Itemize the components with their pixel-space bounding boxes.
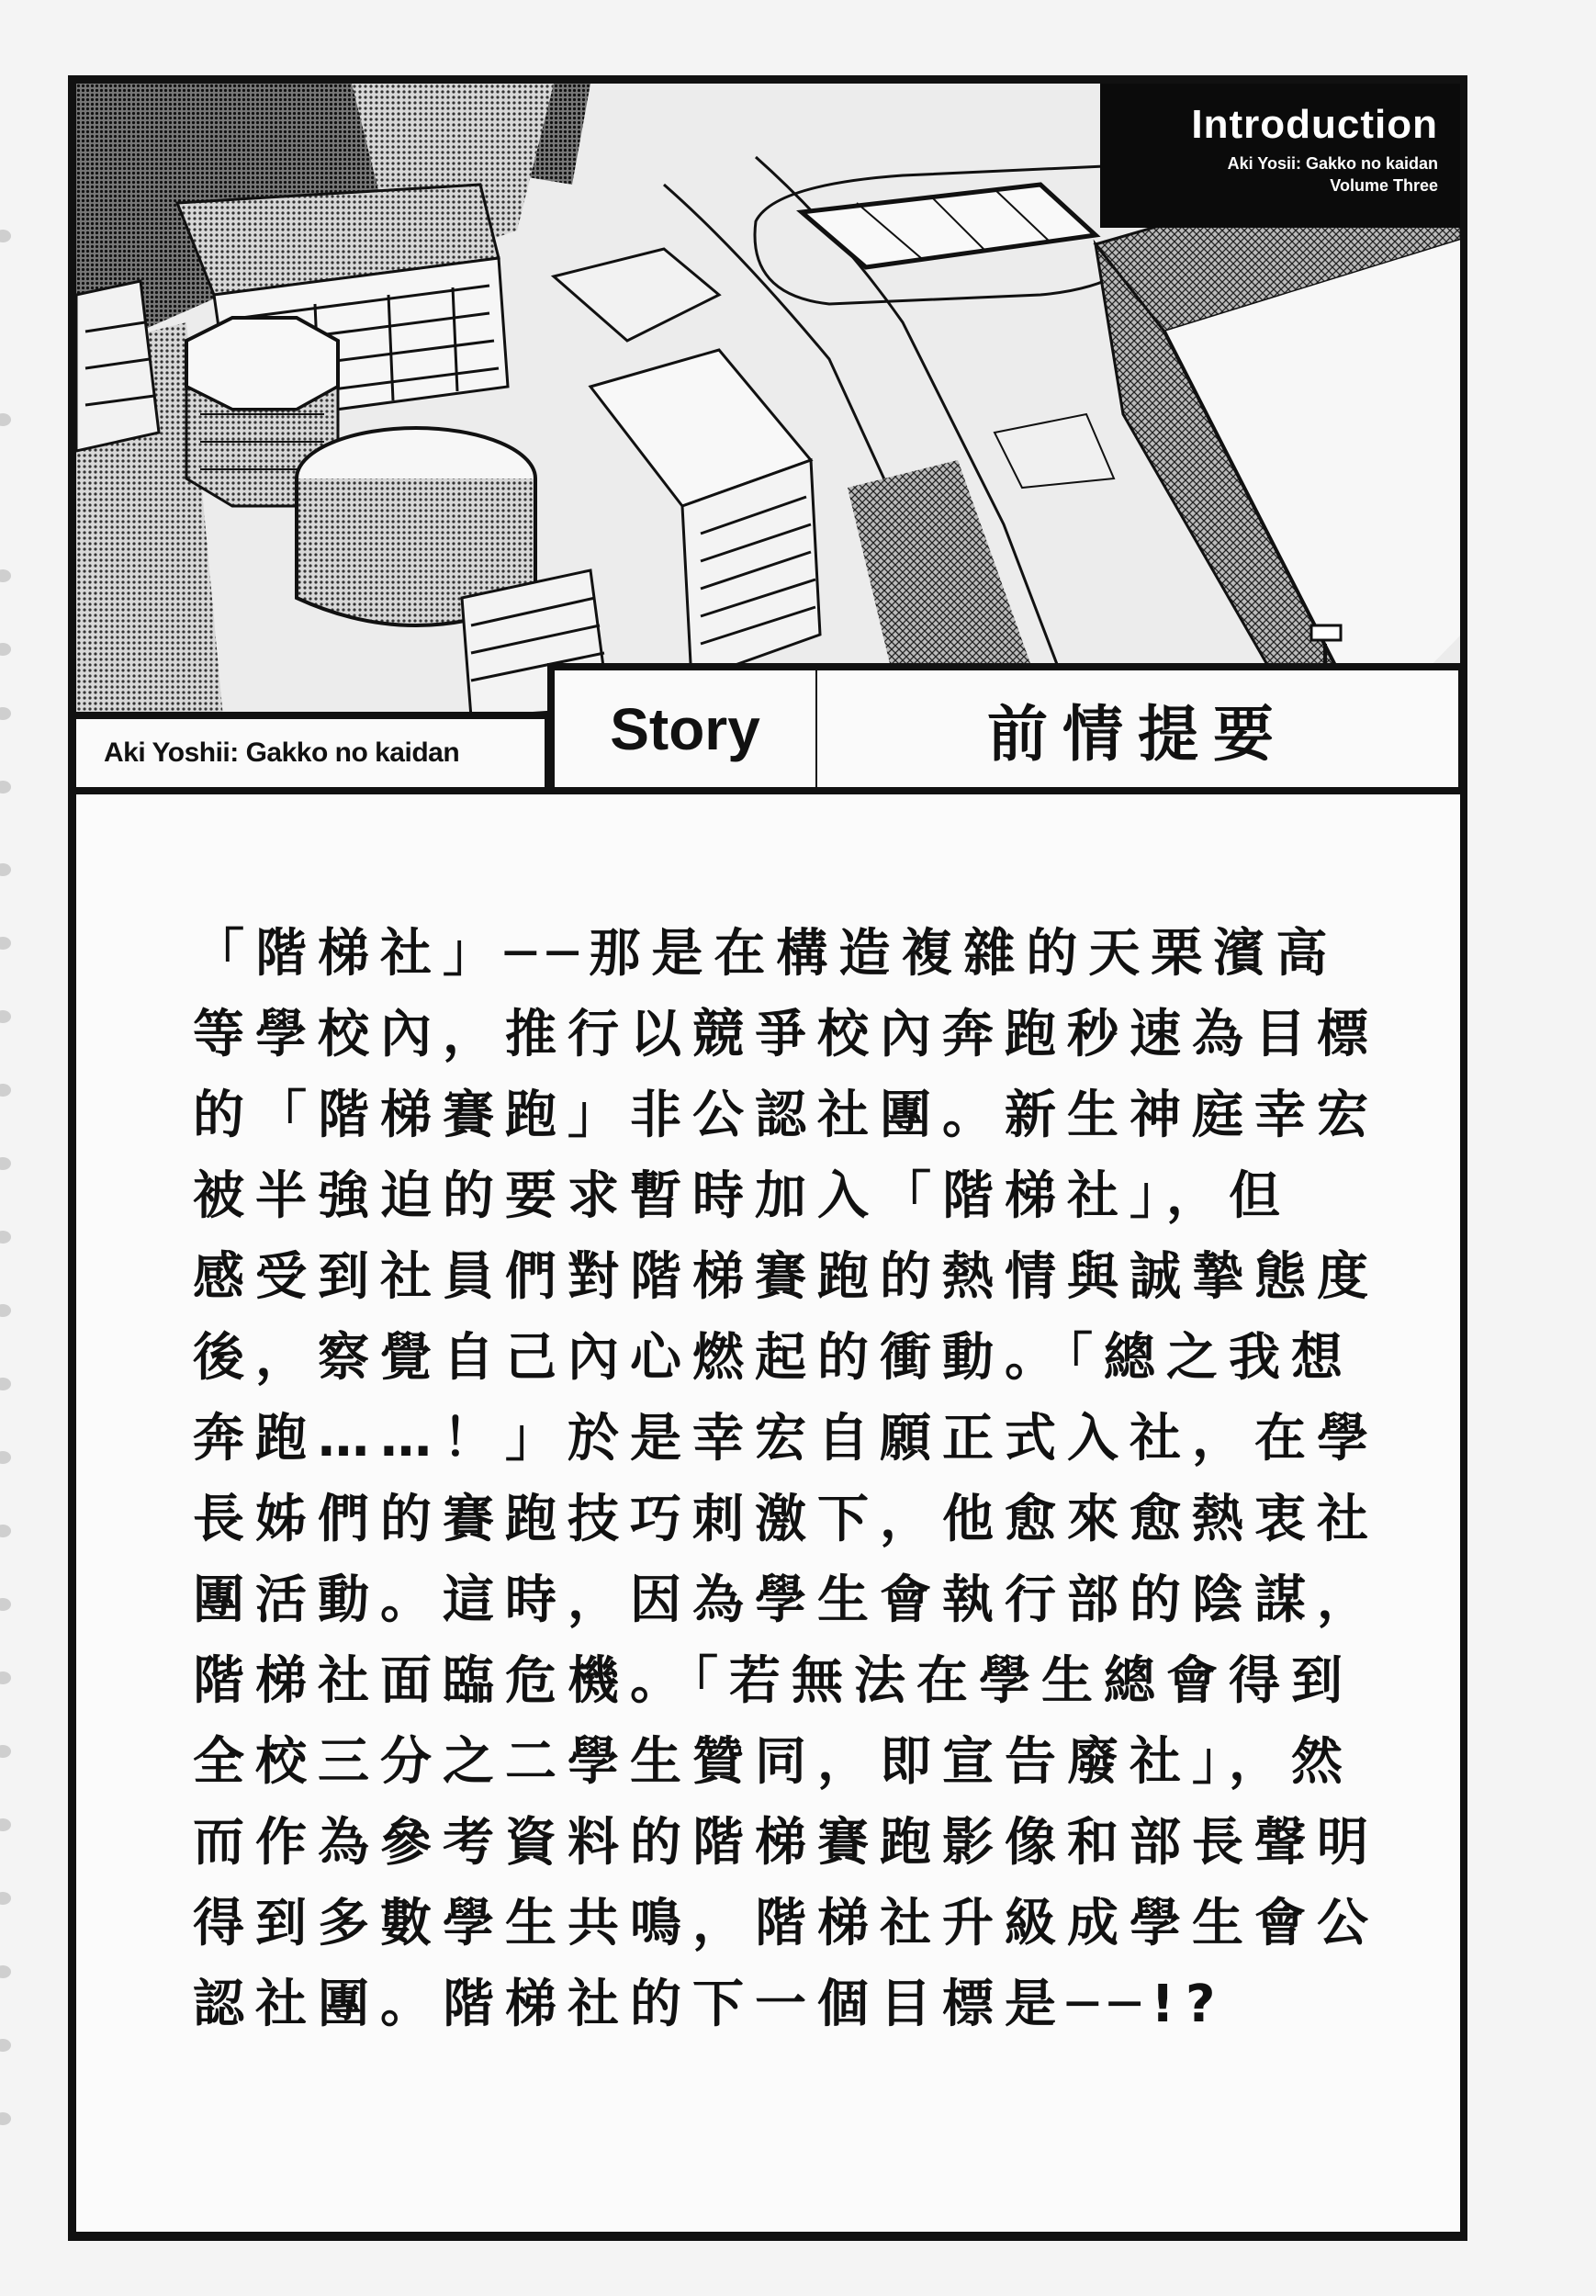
binding-holes bbox=[0, 73, 18, 2223]
story-line: 認社團。階梯社的下一個目標是──!? bbox=[193, 1975, 1227, 2034]
page-frame-right-border bbox=[1460, 75, 1467, 2241]
story-line: 而作為參考資料的階梯賽跑影像和部長聲明 bbox=[193, 1813, 1379, 1873]
volume-label: Volume Three bbox=[1330, 176, 1438, 195]
story-line: 等學校內，推行以競爭校內奔跑秒速為目標 bbox=[193, 1005, 1379, 1064]
story-line: 後，察覺自己內心燃起的衝動。「總之我想 bbox=[193, 1328, 1354, 1388]
story-line: 長姊們的賽跑技巧刺激下，他愈來愈熱衷社 bbox=[193, 1490, 1379, 1549]
story-line: 團活動。這時，因為學生會執行部的陰謀， bbox=[193, 1570, 1379, 1630]
story-line: 被半強迫的要求暫時加入「階梯社」，但 bbox=[193, 1166, 1291, 1226]
author-label: Aki Yoshii: Gakko no kaidan bbox=[104, 737, 460, 768]
story-label: Story bbox=[610, 695, 760, 762]
story-line: 奔跑……！」於是幸宏自願正式入社，在學 bbox=[193, 1409, 1379, 1469]
story-line: 感受到社員們對階梯賽跑的熱情與誠摯態度 bbox=[193, 1247, 1379, 1307]
page-frame bbox=[68, 75, 1467, 2241]
story-line: 「階梯社」──那是在構造複雜的天栗濱高 bbox=[193, 924, 1339, 984]
chinese-title: 前情提要 bbox=[987, 699, 1288, 770]
story-line: 階梯社面臨危機。「若無法在學生總會得到 bbox=[193, 1651, 1354, 1711]
story-line: 得到多數學生共鳴，階梯社升級成學生會公 bbox=[193, 1894, 1379, 1953]
introduction-title: Introduction bbox=[1191, 102, 1438, 147]
story-line: 全校三分之二學生贊同，即宣告廢社」，然 bbox=[193, 1732, 1354, 1792]
story-line: 的「階梯賽跑」非公認社團。新生神庭幸宏 bbox=[193, 1086, 1379, 1145]
introduction-subtitle: Aki Yosii: Gakko no kaidan bbox=[1227, 154, 1438, 173]
